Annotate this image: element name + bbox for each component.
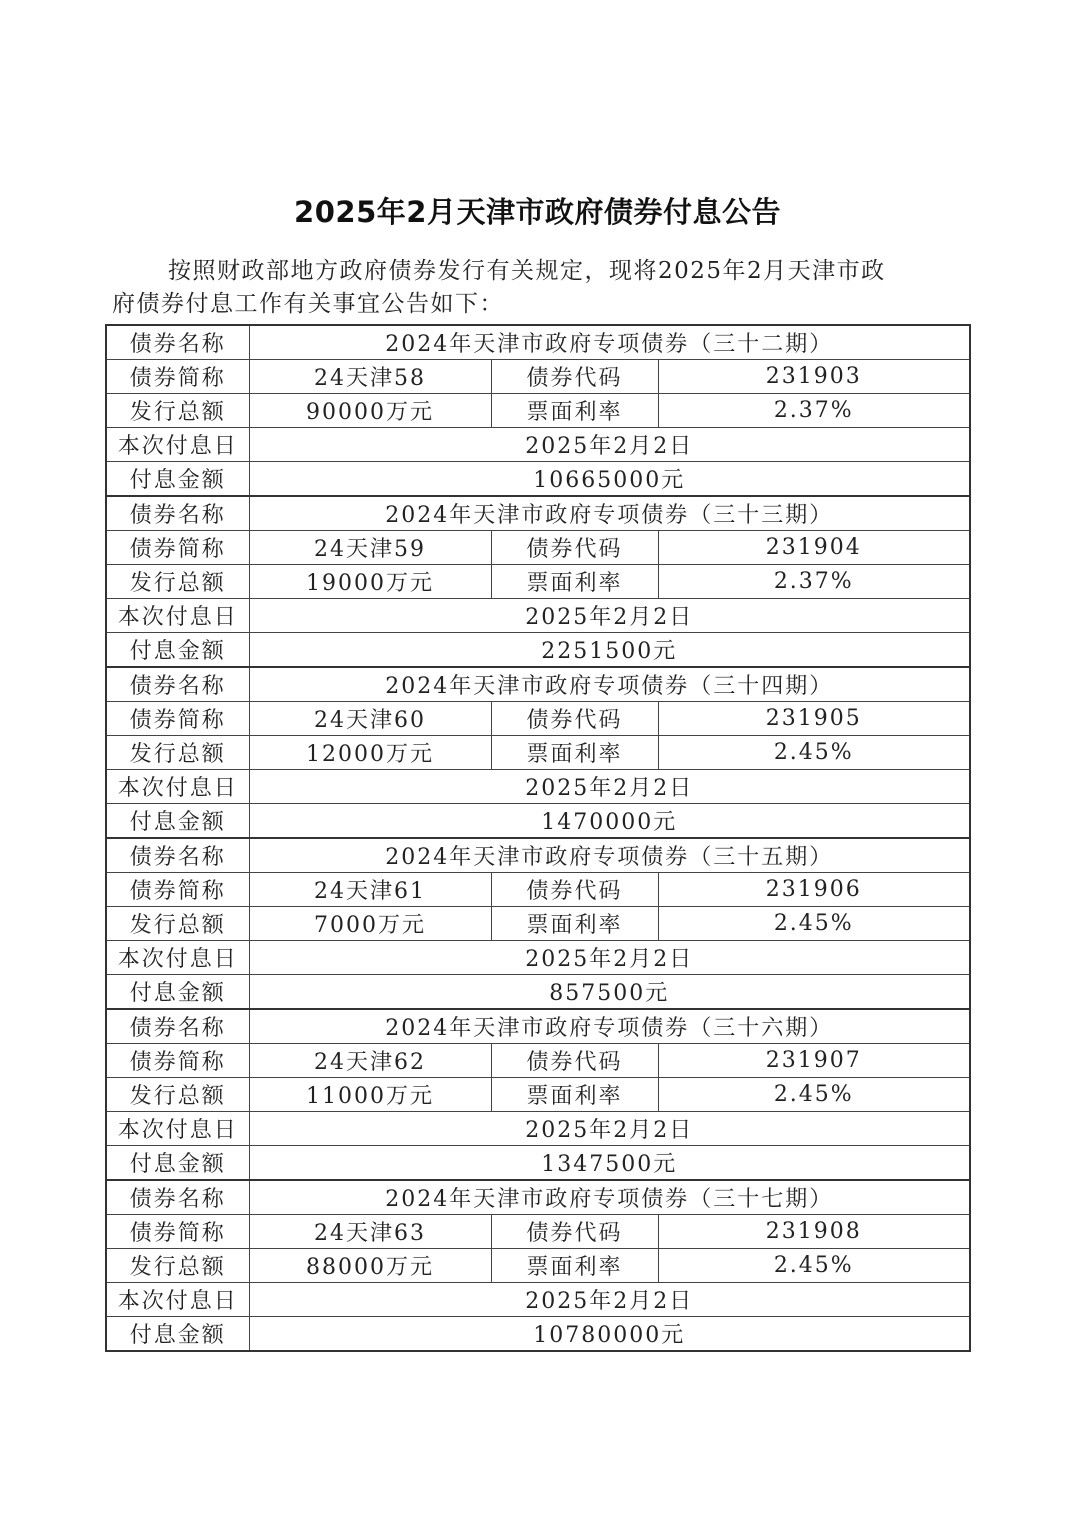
bond-name-row — [106, 325, 970, 360]
payment-date-label: 本次付息日 — [106, 428, 249, 462]
issue-amount-label: 发行总额 — [106, 1078, 249, 1112]
short-name-label: 债券简称 — [106, 873, 249, 907]
bond-code-value: 231906 — [658, 873, 970, 907]
coupon-rate-value: 2.37% — [658, 565, 970, 599]
issue-amount-value: 11000万元 — [249, 1078, 491, 1112]
short-name-label: 债券简称 — [106, 702, 249, 736]
interest-amount-value: 10780000元 — [249, 1317, 970, 1352]
bond-name-row — [106, 667, 970, 702]
payment-date-value: 2025年2月2日 — [249, 941, 970, 975]
issue-amount-label: 发行总额 — [106, 907, 249, 941]
coupon-rate-value: 2.37% — [658, 394, 970, 428]
issue-amount-value: 7000万元 — [249, 907, 491, 941]
bond-issue-row — [106, 1249, 970, 1283]
interest-amount-value: 857500元 — [249, 975, 970, 1010]
issue-amount-label: 发行总额 — [106, 394, 249, 428]
interest-amount-label: 付息金额 — [106, 1317, 249, 1352]
bond-short-name-row — [106, 873, 970, 907]
bond-code-value: 231905 — [658, 702, 970, 736]
bond-block — [106, 838, 970, 1009]
bond-short-name-row — [106, 702, 970, 736]
payment-date-row — [106, 770, 970, 804]
bond-name-row — [106, 1009, 970, 1044]
payment-date-row — [106, 1112, 970, 1146]
bond-code-label: 债券代码 — [491, 1044, 658, 1078]
bond-name-value: 2024年天津市政府专项债券（三十四期） — [249, 667, 970, 702]
bond-name-label: 债券名称 — [106, 496, 249, 531]
bond-code-label: 债券代码 — [491, 1215, 658, 1249]
payment-date-value: 2025年2月2日 — [249, 428, 970, 462]
intro-line-1: 按照财政部地方政府债券发行有关规定，现将2025年2月天津市政 — [168, 258, 886, 284]
issue-amount-label: 发行总额 — [106, 565, 249, 599]
bond-block — [106, 1180, 970, 1351]
bond-code-value: 231903 — [658, 360, 970, 394]
bond-name-value: 2024年天津市政府专项债券（三十七期） — [249, 1180, 970, 1215]
bond-name-label: 债券名称 — [106, 325, 249, 360]
interest-amount-value: 1347500元 — [249, 1146, 970, 1181]
bond-block — [106, 496, 970, 667]
bond-name-value: 2024年天津市政府专项债券（三十六期） — [249, 1009, 970, 1044]
interest-amount-row — [106, 462, 970, 497]
issue-amount-value: 90000万元 — [249, 394, 491, 428]
bond-issue-row — [106, 736, 970, 770]
payment-date-row — [106, 1283, 970, 1317]
interest-amount-label: 付息金额 — [106, 975, 249, 1010]
interest-amount-value: 10665000元 — [249, 462, 970, 497]
interest-amount-value: 1470000元 — [249, 804, 970, 839]
interest-amount-value: 2251500元 — [249, 633, 970, 668]
coupon-rate-label: 票面利率 — [491, 907, 658, 941]
short-name-label: 债券简称 — [106, 360, 249, 394]
bond-issue-row — [106, 1078, 970, 1112]
short-name-label: 债券简称 — [106, 1044, 249, 1078]
short-name-label: 债券简称 — [106, 1215, 249, 1249]
bond-code-label: 债券代码 — [491, 873, 658, 907]
coupon-rate-label: 票面利率 — [491, 1078, 658, 1112]
short-name-value: 24天津61 — [249, 873, 491, 907]
coupon-rate-label: 票面利率 — [491, 736, 658, 770]
bond-short-name-row — [106, 1044, 970, 1078]
payment-date-value: 2025年2月2日 — [249, 1283, 970, 1317]
bond-code-label: 债券代码 — [491, 360, 658, 394]
bond-name-value: 2024年天津市政府专项债券（三十五期） — [249, 838, 970, 873]
interest-amount-label: 付息金额 — [106, 633, 249, 668]
bond-name-label: 债券名称 — [106, 1180, 249, 1215]
payment-date-value: 2025年2月2日 — [249, 1112, 970, 1146]
payment-date-label: 本次付息日 — [106, 599, 249, 633]
bond-code-value: 231908 — [658, 1215, 970, 1249]
interest-amount-row — [106, 975, 970, 1010]
short-name-value: 24天津60 — [249, 702, 491, 736]
coupon-rate-label: 票面利率 — [491, 565, 658, 599]
short-name-label: 债券简称 — [106, 531, 249, 565]
short-name-value: 24天津59 — [249, 531, 491, 565]
payment-date-label: 本次付息日 — [106, 770, 249, 804]
issue-amount-value: 12000万元 — [249, 736, 491, 770]
coupon-rate-label: 票面利率 — [491, 1249, 658, 1283]
bond-issue-row — [106, 394, 970, 428]
intro-paragraph — [112, 255, 952, 321]
bond-short-name-row — [106, 1215, 970, 1249]
short-name-value: 24天津62 — [249, 1044, 491, 1078]
issue-amount-value: 88000万元 — [249, 1249, 491, 1283]
bond-name-label: 债券名称 — [106, 667, 249, 702]
bond-code-value: 231904 — [658, 531, 970, 565]
coupon-rate-label: 票面利率 — [491, 394, 658, 428]
bond-name-row — [106, 838, 970, 873]
bond-name-value: 2024年天津市政府专项债券（三十二期） — [249, 325, 970, 360]
interest-amount-label: 付息金额 — [106, 1146, 249, 1181]
interest-amount-row — [106, 1146, 970, 1181]
bond-name-label: 债券名称 — [106, 1009, 249, 1044]
bond-block — [106, 1009, 970, 1180]
bond-code-label: 债券代码 — [491, 531, 658, 565]
bond-name-value: 2024年天津市政府专项债券（三十三期） — [249, 496, 970, 531]
short-name-value: 24天津58 — [249, 360, 491, 394]
bond-name-row — [106, 1180, 970, 1215]
interest-amount-row — [106, 804, 970, 839]
issue-amount-label: 发行总额 — [106, 1249, 249, 1283]
interest-amount-label: 付息金额 — [106, 804, 249, 839]
interest-amount-row — [106, 633, 970, 668]
coupon-rate-value: 2.45% — [658, 907, 970, 941]
coupon-rate-value: 2.45% — [658, 1249, 970, 1283]
bond-name-row — [106, 496, 970, 531]
short-name-value: 24天津63 — [249, 1215, 491, 1249]
payment-date-row — [106, 428, 970, 462]
payment-date-label: 本次付息日 — [106, 941, 249, 975]
bond-issue-row — [106, 907, 970, 941]
payment-date-value: 2025年2月2日 — [249, 770, 970, 804]
payment-date-value: 2025年2月2日 — [249, 599, 970, 633]
bond-block — [106, 325, 970, 496]
payment-date-label: 本次付息日 — [106, 1112, 249, 1146]
interest-amount-row — [106, 1317, 970, 1352]
payment-date-row — [106, 599, 970, 633]
bond-name-label: 债券名称 — [106, 838, 249, 873]
intro-line-2: 府债券付息工作有关事宜公告如下： — [112, 291, 504, 317]
interest-amount-label: 付息金额 — [106, 462, 249, 497]
coupon-rate-value: 2.45% — [658, 736, 970, 770]
issue-amount-label: 发行总额 — [106, 736, 249, 770]
payment-date-label: 本次付息日 — [106, 1283, 249, 1317]
coupon-rate-value: 2.45% — [658, 1078, 970, 1112]
bond-block — [106, 667, 970, 838]
bond-short-name-row — [106, 360, 970, 394]
document-title: 2025年2月天津市政府债券付息公告 — [294, 195, 781, 229]
issue-amount-value: 19000万元 — [249, 565, 491, 599]
bond-code-value: 231907 — [658, 1044, 970, 1078]
bond-code-label: 债券代码 — [491, 702, 658, 736]
bond-short-name-row — [106, 531, 970, 565]
bond-interest-table — [105, 324, 971, 1352]
bond-issue-row — [106, 565, 970, 599]
payment-date-row — [106, 941, 970, 975]
